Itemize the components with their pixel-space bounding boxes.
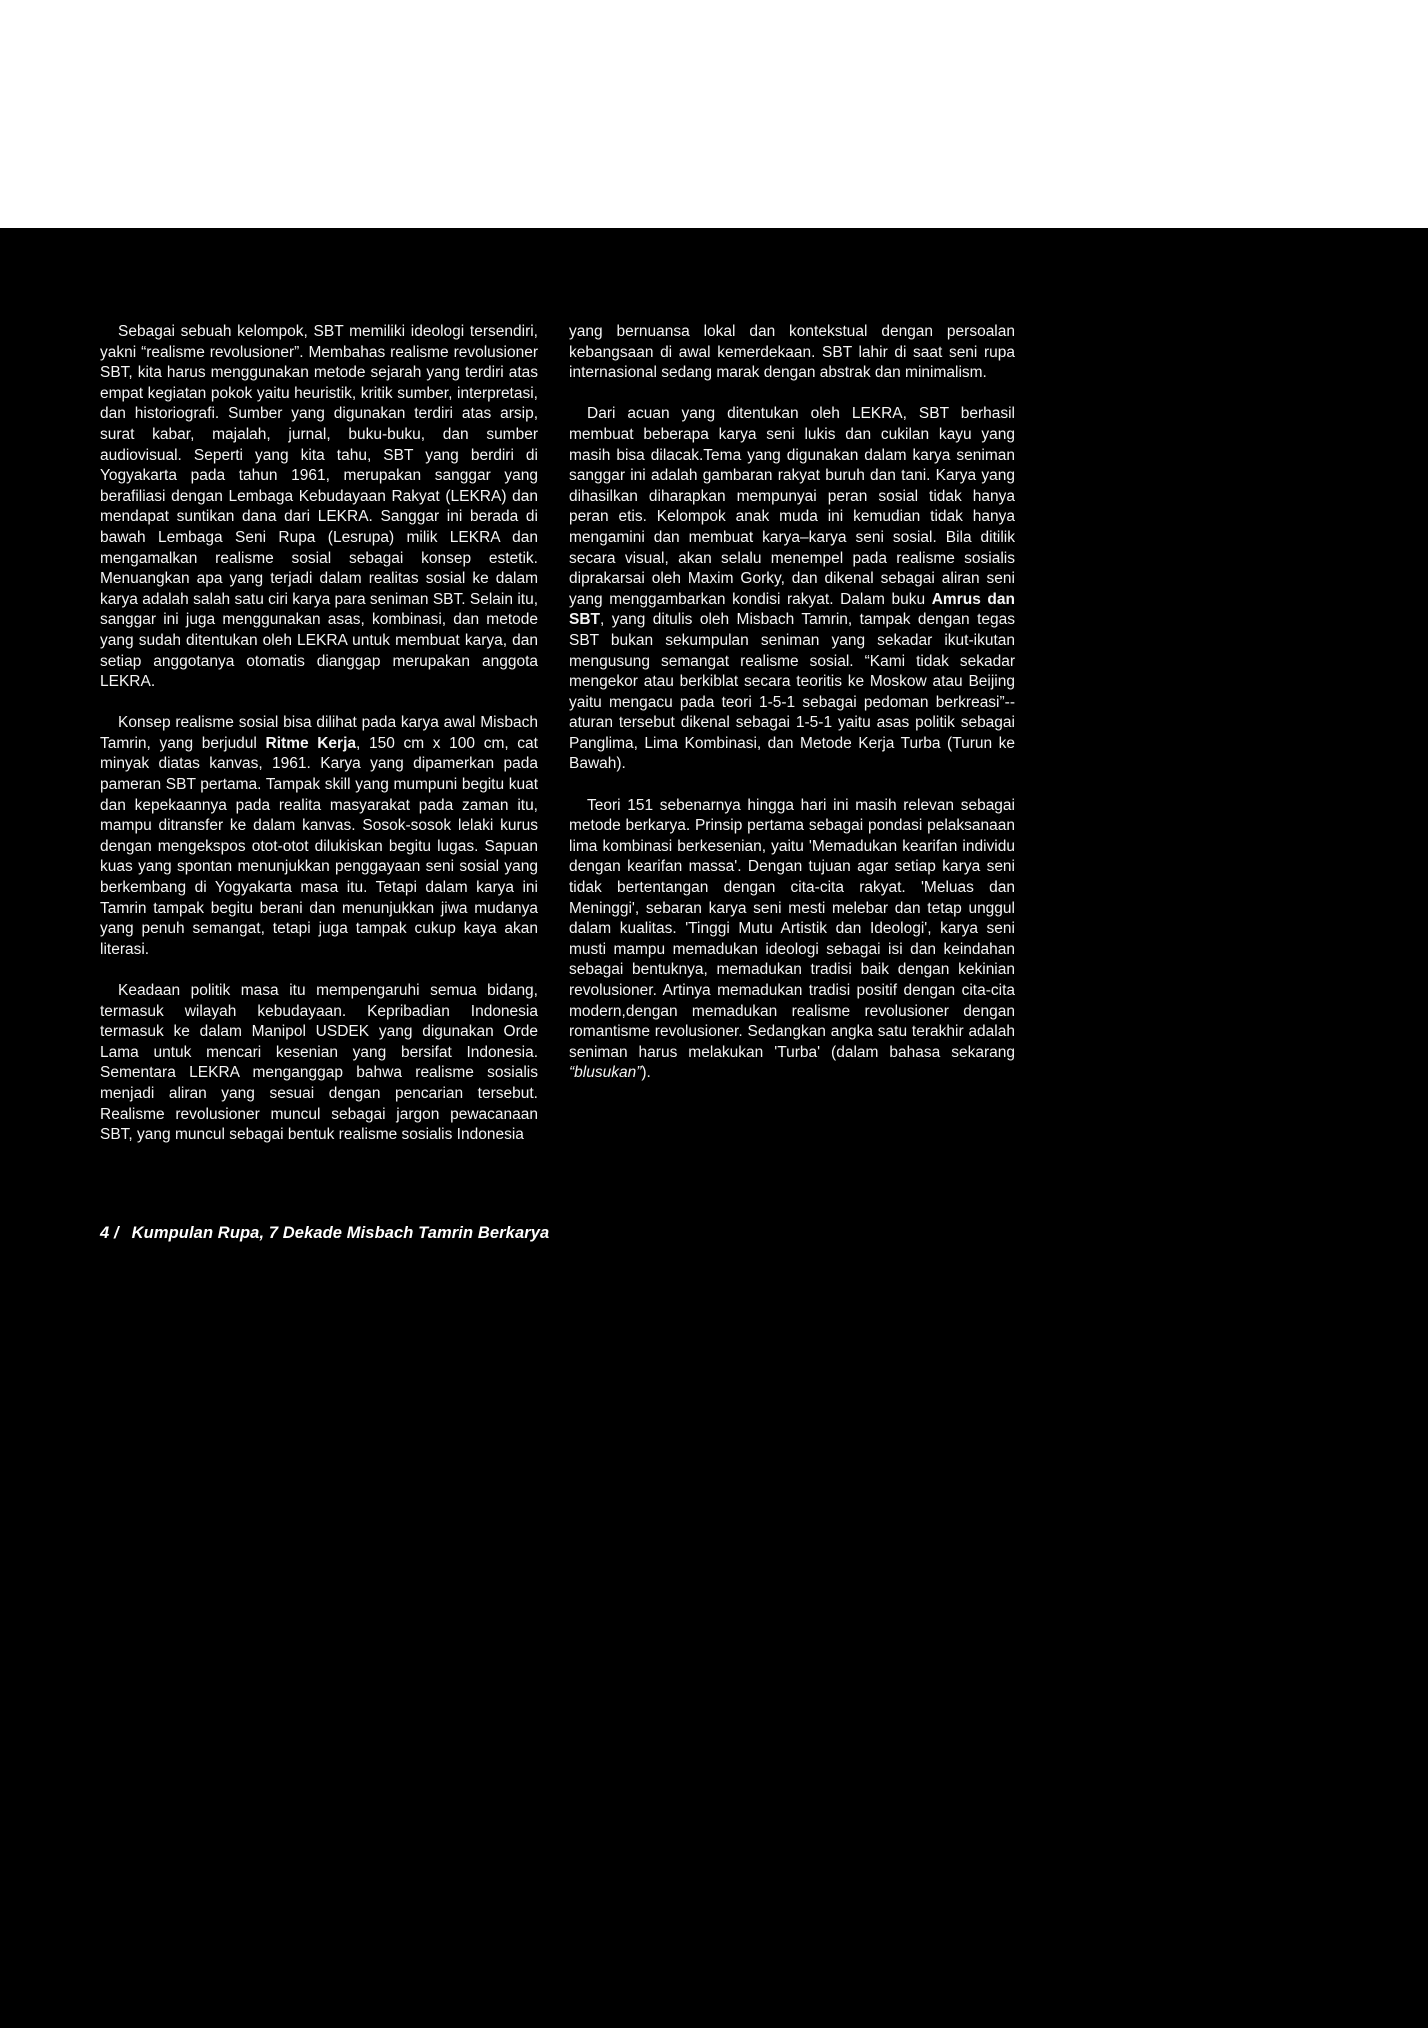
paragraph-text: Keadaan politik masa itu mempengaruhi semua bidang, termasuk wilayah kebudayaan. Kepribadian Indonesia termasuk ke dalam Manipol USDEK yang digunakan Orde Lama untuk mencari kesenian yang bersifat Indonesia. Sementara LEKRA menganggap bahwa realisme sosialis menjadi aliran yang sesuai dengan pencarian tersebut. Realisme revolusioner muncul sebagai jargon pewacanaan SBT, yang muncul sebagai bentuk realisme sosialis Indonesia <box>100 982 538 1144</box>
paragraph <box>100 713 538 960</box>
content-panel <box>0 228 1428 2028</box>
paragraph-text: , yang ditulis oleh Misbach Tamrin, tampak dengan tegas SBT bukan sekumpulan seniman yang sekadar ikut-ikutan mengusung semangat realisme sosial. “Kami tidak sekadar mengekor atau berkiblat secara teoritis ke Moskow atau Beijing yaitu mengacu pada teori 1-5-1 sebagai pedoman berkreasi”--aturan tersebut dikenal sebagai 1-5-1 yaitu asas politik sebagai Panglima, Lima Kombinasi, dan Metode Kerja Turba (Turun ke Bawah). <box>569 611 1015 773</box>
paragraph <box>100 322 538 693</box>
book-title: Amrus dan SBT <box>569 590 1015 629</box>
italic-term: “blusukan” <box>569 1064 642 1082</box>
paragraph-text: Konsep realisme sosial bisa dilihat pada karya awal Misbach Tamrin, yang berjudul <box>100 714 538 752</box>
paragraph <box>569 404 1015 775</box>
left-column <box>100 322 538 1146</box>
paragraph <box>100 981 538 1146</box>
paragraph-text: ). <box>641 1064 651 1082</box>
paragraph-text: Dari acuan yang ditentukan oleh LEKRA, SBT berhasil membuat beberapa karya seni lukis dan cukilan kayu yang masih bisa dilacak.Tema yang digunakan dalam karya seniman sanggar ini adalah gambaran rakyat buruh dan tani. Karya yang dihasilkan diharapkan mempunyai peran sosial tidak hanya peran etis. Kelompok anak muda ini kemudian tidak hanya mengamini dan membuat karya–karya seni sosial. Bila ditilik secara visual, akan selalu menempel pada realisme sosialis diprakarsai oleh Maxim Gorky, dan dikenal sebagai aliran seni yang menggambarkan kondisi rakyat. Dalam buku <box>569 405 1015 608</box>
artwork-title: Ritme Kerja <box>265 734 357 752</box>
text-columns <box>100 322 1015 1146</box>
paragraph-text: , 150 cm x 100 cm, cat minyak diatas kanvas, 1961. Karya yang dipamerkan pada pameran SBT pertama. Tampak skill yang mumpuni begitu kuat dan kepekaannya pada realita masyarakat pada zaman itu, mampu ditransfer ke dalam kanvas. Sosok-sosok lelaki kurus dengan mengekspos otot-otot dilukiskan begitu lugas. Sapuan kuas yang spontan menunjukkan penggayaan seni sosial yang berkembang di Yogyakarta masa itu. Tetapi dalam karya ini Tamrin tampak begitu berani dan menunjukkan jiwa mudanya yang penuh semangat, tetapi juga tampak cukup kaya akan literasi. <box>100 734 538 958</box>
paragraph <box>569 796 1015 1084</box>
page-number: 4 / <box>100 1224 119 1242</box>
book-footer-title: Kumpulan Rupa, 7 Dekade Misbach Tamrin Berkarya <box>131 1224 550 1242</box>
page-footer <box>100 1224 549 1243</box>
paragraph-text: Teori 151 sebenarnya hingga hari ini masih relevan sebagai metode berkarya. Prinsip pertama sebagai pondasi pelaksanaan lima kombinasi berkesenian, yaitu 'Memadukan kearifan individu dengan kearifan massa'. Dengan tujuan agar setiap karya seni tidak bertentangan dengan cita-cita rakyat. 'Meluas dan Meninggi', sebaran karya seni mesti melebar dan tetap unggul dalam kualitas. 'Tinggi Mutu Artistik dan Ideologi', karya seni musti mampu memadukan ideologi sebagai isi dan keindahan sebagai bentuknya, memadukan tradisi baik dengan kekinian revolusioner. Artinya memadukan tradisi positif dengan cita-cita modern,dengan memadukan realisme revolusioner dengan romantisme revolusioner. Sedangkan angka satu terakhir adalah seniman harus melakukan 'Turba' (dalam bahasa sekarang <box>569 796 1015 1061</box>
right-column <box>569 322 1015 1146</box>
paragraph <box>569 322 1015 384</box>
paragraph-text: yang bernuansa lokal dan kontekstual dengan persoalan kebangsaan di awal kemerdekaan. SBT lahir di saat seni rupa internasional sedang marak dengan abstrak dan minimalism. <box>569 323 1015 382</box>
paragraph-text: Sebagai sebuah kelompok, SBT memiliki ideologi tersendiri, yakni “realisme revolusioner”. Membahas realisme revolusioner SBT, kita harus menggunakan metode sejarah yang terdiri atas empat kegiatan pokok yaitu heuristik, kritik sumber, interpretasi, dan historiografi. Sumber yang digunakan terdiri atas arsip, surat kabar, majalah, jurnal, buku-buku, dan sumber audiovisual. Seperti yang kita tahu, SBT yang berdiri di Yogyakarta pada tahun 1961, merupakan sanggar yang berafiliasi dengan Lembaga Kebudayaan Rakyat (LEKRA) dan mendapat suntikan dana dari LEKRA. Sanggar ini berada di bawah Lembaga Seni Rupa (Lesrupa) milik LEKRA dan mengamalkan realisme sosial sebagai konsep estetik. Menuangkan apa yang terjadi dalam realitas sosial ke dalam karya adalah salah satu ciri karya para seniman SBT. Selain itu, sanggar ini juga menggunakan asas, kombinasi, dan metode yang sudah ditentukan oleh LEKRA untuk membuat karya, dan setiap anggotanya otomatis dianggap merupakan anggota LEKRA. <box>100 323 538 691</box>
